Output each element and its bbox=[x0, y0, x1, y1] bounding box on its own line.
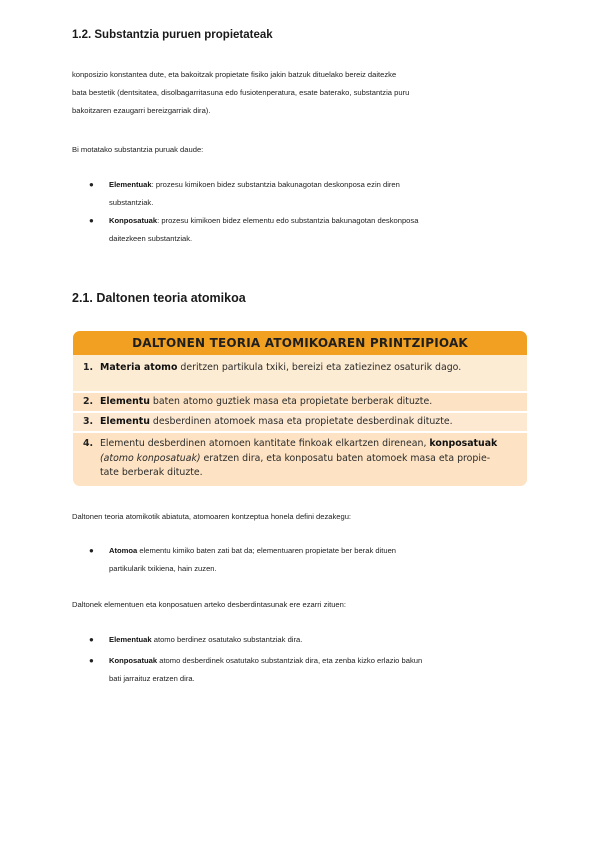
principle-text: Elementu desberdinen atomoen kantitate finkoak elkartzen direnean, bbox=[100, 438, 430, 449]
principle-text: eratzen dira, eta konposatu baten atomoek masa eta propie- bbox=[200, 452, 491, 464]
substance-types-list bbox=[72, 176, 528, 248]
list-item bbox=[72, 176, 528, 212]
principle-term: Materia atomo bbox=[100, 362, 178, 373]
differences-list bbox=[72, 631, 528, 688]
principle-term: konposatuak bbox=[429, 438, 498, 449]
term: Atomoa bbox=[109, 546, 138, 555]
list-item bbox=[72, 631, 528, 649]
paragraph-line: konposizio konstantea dute, eta bakoitzak propietate fisiko jakin batzuk dituelako bereiz daitezke bbox=[72, 70, 397, 79]
definition: bati jarraituz eratzen dira. bbox=[109, 674, 195, 683]
bullet-icon: ● bbox=[89, 216, 94, 225]
principle-row bbox=[73, 355, 527, 393]
types-intro: Bi motatako substantzia puruak daude: bbox=[72, 145, 204, 154]
bullet-icon: ● bbox=[89, 546, 94, 555]
principle-number: 4. bbox=[83, 438, 94, 449]
bullet-icon: ● bbox=[89, 180, 94, 189]
principle-text: baten atomo guztiek masa eta propietate berberak dituzte. bbox=[149, 396, 433, 407]
principle-number: 3. bbox=[83, 416, 94, 427]
box-header: DALTONEN TEORIA ATOMIKOAREN PRINTZIPIOAK bbox=[73, 331, 527, 355]
paragraph-line: bata bestetik (dentsitatea, disolbagarritasuna edo fusiotenperatura, esate baterako, substantzia puru bbox=[72, 88, 410, 97]
definition: : prozesu kimikoen bidez substantzia bakunagotan deskonposa ezin diren bbox=[151, 180, 400, 189]
term: Konposatuak bbox=[109, 216, 158, 225]
definition: atomo desberdinek osatutako substantziak dira, eta zenba kizko erlazio bakun bbox=[157, 656, 423, 665]
principle-text: tate berberak dituzte. bbox=[100, 467, 203, 478]
term: Elementuak bbox=[109, 180, 152, 189]
bullet-icon: ● bbox=[89, 635, 94, 644]
definition: elementu kimiko baten zati bat da; elementuaren propietate ber berak dituen bbox=[137, 546, 397, 555]
principle-number: 1. bbox=[83, 362, 94, 373]
principle-row bbox=[73, 393, 527, 413]
term: Konposatuak bbox=[109, 656, 158, 665]
paragraph-line: bakoitzaren ezaugarri bereizgarriak dira). bbox=[72, 106, 211, 115]
definition: substantziak. bbox=[109, 198, 154, 207]
principle-term: Elementu bbox=[100, 416, 150, 427]
principle-italic: (atomo konposatuak) bbox=[100, 452, 201, 464]
differences-intro: Daltonek elementuen eta konposatuen arteko desberdintasunak ere ezarri zituen: bbox=[72, 600, 346, 609]
principle-row bbox=[73, 433, 527, 486]
bullet-icon: ● bbox=[89, 656, 94, 665]
principle-term: Elementu bbox=[100, 396, 150, 407]
dalton-principles-box bbox=[73, 331, 527, 486]
section-title: 1.2. Substantzia puruen propietateak bbox=[72, 29, 273, 41]
definition: daitezkeen substantziak. bbox=[109, 234, 193, 243]
definition: : prozesu kimikoen bidez elementu edo substantzia bakunagotan deskonposa bbox=[157, 216, 419, 225]
definition: atomo berdinez osatutako substantziak dira. bbox=[151, 635, 303, 644]
definition: partikularik txikiena, hain zuzen. bbox=[109, 564, 217, 573]
atom-intro: Daltonen teoria atomikotik abiatuta, atomoaren kontzeptua honela defini dezakegu: bbox=[72, 512, 352, 521]
list-item bbox=[72, 542, 528, 578]
principle-number: 2. bbox=[83, 396, 94, 407]
principle-row bbox=[73, 413, 527, 433]
list-item bbox=[72, 212, 528, 248]
principle-text: deritzen partikula txiki, bereizi eta zatiezinez osaturik dago. bbox=[177, 362, 462, 373]
term: Elementuak bbox=[109, 635, 152, 644]
list-item bbox=[72, 652, 528, 688]
intro-paragraph bbox=[72, 66, 528, 120]
atom-definition-list bbox=[72, 542, 528, 578]
principle-text: desberdinen atomoek masa eta propietate desberdinak dituzte. bbox=[149, 416, 453, 427]
subsection-title: 2.1. Daltonen teoria atomikoa bbox=[72, 291, 246, 305]
